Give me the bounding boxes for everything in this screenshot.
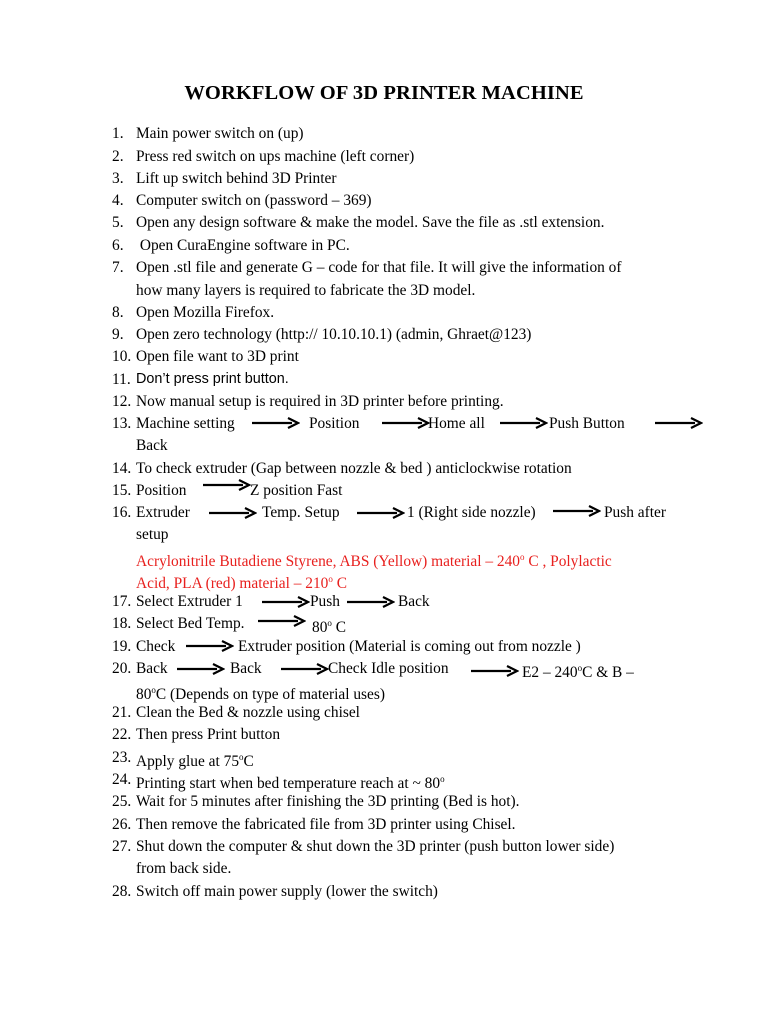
step-number: 11. <box>112 371 131 388</box>
step-text: Shut down the computer & shut down the 3D printer (push button lower side) <box>136 838 615 855</box>
step-text: Don’t press print button. <box>136 371 289 387</box>
degree-sup: o <box>327 618 332 628</box>
step-text: Clean the Bed & nozzle using chisel <box>136 704 360 721</box>
step-number: 3. <box>112 170 124 187</box>
right-arrow-icon <box>357 506 405 520</box>
step-part: Home all <box>428 415 485 432</box>
step-number: 8. <box>112 304 124 321</box>
step-part: Back <box>136 660 168 677</box>
step-number: 12. <box>112 393 132 410</box>
step-text: C <box>243 753 254 771</box>
step-19 <box>0 637 768 656</box>
right-arrow-icon <box>262 595 310 609</box>
step-16 <box>0 503 768 522</box>
step-text: Then press Print button <box>136 726 281 743</box>
right-arrow-icon <box>382 416 430 430</box>
right-arrow-icon <box>553 504 601 518</box>
step-text: setup <box>136 526 169 543</box>
step-15 <box>0 481 768 500</box>
step-text: Apply glue at 75 <box>136 753 240 771</box>
step-text: To check extruder (Gap between nozzle & bed ) anticlockwise rotation <box>136 460 572 477</box>
step-20 <box>0 659 768 682</box>
step-part: Position <box>309 415 360 432</box>
degree-sup: o <box>151 685 156 695</box>
step-number: 7. <box>112 259 124 276</box>
note-text: Acrylonitrile Butadiene Styrene, ABS (Yellow) material – 240 <box>136 553 520 571</box>
right-arrow-icon <box>186 639 234 653</box>
step-number: 14. <box>112 460 132 477</box>
step-part: Select Bed Temp. <box>136 615 245 632</box>
step-part: E2 – 240 <box>522 664 578 682</box>
step-13 <box>0 414 768 433</box>
step-text: how many layers is required to fabricate the 3D model. <box>136 282 476 299</box>
step-number: 25. <box>112 793 132 810</box>
step-text: Printing start when bed temperature reach at ~ 80 <box>136 775 441 793</box>
step-number: 27. <box>112 838 132 855</box>
step-part: Back <box>398 593 430 610</box>
step-number: 23. <box>112 749 132 766</box>
step-number: 21. <box>112 704 132 721</box>
step-text: Main power switch on (up) <box>136 125 304 142</box>
step-number: 22. <box>112 726 132 743</box>
step-number: 6. <box>112 237 124 254</box>
note-text: C <box>332 575 347 593</box>
step-text: Computer switch on (password – 369) <box>136 192 372 209</box>
degree-sup: o <box>520 552 525 562</box>
step-part: C <box>331 619 347 637</box>
step-text: Switch off main power supply (lower the switch) <box>136 883 438 900</box>
right-arrow-icon <box>177 662 225 676</box>
right-arrow-icon <box>252 416 300 430</box>
right-arrow-icon <box>347 595 395 609</box>
step-part: Temp. Setup <box>262 504 340 521</box>
step-part: Position <box>136 482 187 499</box>
step-number: 19. <box>112 638 132 655</box>
right-arrow-icon <box>281 662 329 676</box>
step-number: 13. <box>112 415 132 432</box>
right-arrow-icon <box>471 664 519 678</box>
step-number: 1. <box>112 125 124 142</box>
step-part: Back <box>230 660 262 677</box>
step-part: Z position Fast <box>250 482 343 499</box>
degree-sup: o <box>328 574 333 584</box>
degree-sup: o <box>577 663 583 673</box>
right-arrow-icon <box>655 416 703 430</box>
right-arrow-icon <box>209 506 257 520</box>
step-number: 10. <box>112 348 132 365</box>
step-text: Press red switch on ups machine (left corner) <box>136 148 415 165</box>
step-part: C & B – <box>582 664 634 682</box>
step-number: 28. <box>112 883 132 900</box>
step-text: Back <box>136 437 168 454</box>
document-title: WORKFLOW OF 3D PRINTER MACHINE <box>184 82 584 104</box>
step-number: 5. <box>112 214 124 231</box>
step-text: C (Depends on type of material uses) <box>155 686 385 704</box>
step-text: Now manual setup is required in 3D printer before printing. <box>136 393 504 410</box>
step-text: Open zero technology (http:// 10.10.10.1) (admin, Ghraet@123) <box>136 326 532 343</box>
right-arrow-icon <box>258 614 306 628</box>
note-text: Acid, PLA (red) material – 210 <box>136 575 329 593</box>
step-text: Open Mozilla Firefox. <box>136 304 275 321</box>
step-number: 4. <box>112 192 124 209</box>
note-text: C , Polylactic <box>524 553 612 571</box>
step-text: Wait for 5 minutes after finishing the 3D printing (Bed is hot). <box>136 793 520 810</box>
step-text: Open file want to 3D print <box>136 348 299 365</box>
step-18 <box>0 614 768 637</box>
step-number: 18. <box>112 615 132 632</box>
step-part: Extruder position (Material is coming out from nozzle ) <box>238 638 581 655</box>
right-arrow-icon <box>203 478 251 492</box>
step-part: Push <box>310 593 340 610</box>
step-text: Open CuraEngine software in PC. <box>136 237 350 254</box>
degree-sup: o <box>440 774 445 784</box>
step-number: 15. <box>112 482 132 499</box>
step-number: 26. <box>112 816 132 833</box>
step-number: 24. <box>112 771 132 788</box>
step-part: Extruder <box>136 504 190 521</box>
step-number: 20. <box>112 660 132 677</box>
step-text: Then remove the fabricated file from 3D printer using Chisel. <box>136 816 516 833</box>
step-number: 9. <box>112 326 124 343</box>
step-part: 1 (Right side nozzle) <box>407 504 536 521</box>
step-number: 2. <box>112 148 124 165</box>
step-part: 80 <box>312 619 328 637</box>
step-number: 16. <box>112 504 132 521</box>
step-text: 80 <box>136 686 152 704</box>
step-17 <box>0 592 768 611</box>
step-text: Open any design software & make the model. Save the file as .stl extension. <box>136 214 605 231</box>
step-part: Select Extruder 1 <box>136 593 243 610</box>
step-part: Push after <box>604 504 666 521</box>
step-number: 17. <box>112 593 132 610</box>
step-text: Open .stl file and generate G – code for that file. It will give the information of <box>136 259 622 276</box>
step-part: Check Idle position <box>328 660 449 677</box>
step-part: Machine setting <box>136 415 235 432</box>
degree-sup: o <box>239 752 244 762</box>
step-text: from back side. <box>136 860 232 877</box>
right-arrow-icon <box>500 416 548 430</box>
step-part: Check <box>136 638 176 655</box>
step-part: Push Button <box>549 415 625 432</box>
step-text: Lift up switch behind 3D Printer <box>136 170 337 187</box>
